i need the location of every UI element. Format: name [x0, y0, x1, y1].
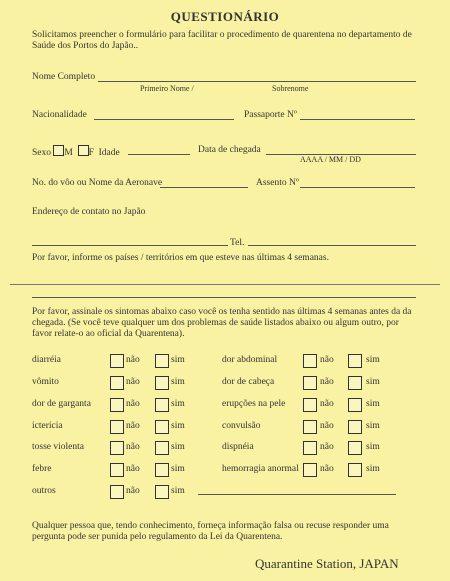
tel-field[interactable]	[248, 245, 416, 246]
no-label: não	[126, 421, 140, 431]
no-label: não	[320, 442, 334, 452]
yes-checkbox[interactable]	[155, 354, 169, 368]
symptom-label: convulsão	[222, 421, 261, 431]
no-label: não	[126, 355, 140, 365]
no-checkbox[interactable]	[110, 485, 124, 499]
tel-label: Tel.	[230, 238, 245, 248]
yes-label: sim	[366, 421, 380, 431]
yes-label: sim	[366, 355, 380, 365]
no-checkbox[interactable]	[110, 376, 124, 390]
yes-label: sim	[171, 355, 185, 365]
no-checkbox[interactable]	[303, 420, 317, 434]
yes-checkbox[interactable]	[155, 485, 169, 499]
symptom-label: tosse violenta	[32, 442, 84, 452]
no-checkbox[interactable]	[110, 398, 124, 412]
flight-field[interactable]	[160, 187, 248, 188]
nationality-label: Nacionalidade	[32, 110, 87, 120]
symptoms-intro: Por favor, assinale os sintomas abaixo caso você os tenha sentido nas últimas 4 semanas antes da da chegada. (Se você teve qualquer um dos problemas de saúde listados abaixo ou algum outro, por favor relate-o ao oficial da Quarentena).	[32, 307, 412, 339]
yes-checkbox[interactable]	[155, 376, 169, 390]
yes-checkbox[interactable]	[348, 441, 362, 455]
age-field[interactable]	[128, 154, 190, 155]
no-checkbox[interactable]	[110, 354, 124, 368]
nationality-field[interactable]	[94, 119, 234, 120]
symptom-label: icterícia	[32, 421, 63, 431]
yes-label: sim	[171, 464, 185, 474]
address-field[interactable]	[32, 245, 228, 246]
countries-label: Por favor, informe os países / territórios em que esteve nas últimas 4 semanas.	[32, 253, 329, 263]
seat-field[interactable]	[300, 187, 415, 188]
symptom-label: febre	[32, 464, 52, 474]
first-name-sublabel: Primeiro Nome /	[140, 84, 194, 93]
yes-label: sim	[171, 486, 185, 496]
female-checkbox[interactable]	[78, 145, 89, 156]
no-label: não	[126, 464, 140, 474]
arrival-label: Data de chegada	[198, 145, 261, 155]
countries-field[interactable]	[32, 297, 416, 298]
yes-checkbox[interactable]	[155, 463, 169, 477]
yes-checkbox[interactable]	[155, 420, 169, 434]
symptom-label: hemorragia anormal	[222, 464, 299, 474]
no-label: não	[320, 399, 334, 409]
no-label: não	[320, 377, 334, 387]
seat-label: Assento Nº	[256, 178, 299, 188]
no-checkbox[interactable]	[303, 398, 317, 412]
passport-field[interactable]	[300, 119, 415, 120]
yes-label: sim	[171, 421, 185, 431]
yes-checkbox[interactable]	[155, 441, 169, 455]
symptom-label: dor abdominal	[222, 355, 278, 365]
passport-label: Passaporte Nº	[244, 110, 297, 120]
station-signature: Quarantine Station, JAPAN	[255, 556, 399, 571]
symptom-label: erupções na pele	[222, 399, 286, 409]
no-checkbox[interactable]	[303, 354, 317, 368]
surname-sublabel: Sobrenome	[272, 84, 309, 93]
age-label: Idade	[98, 148, 120, 158]
no-label: não	[126, 442, 140, 452]
symptom-label: dor de garganta	[32, 399, 91, 409]
no-checkbox[interactable]	[110, 420, 124, 434]
yes-checkbox[interactable]	[348, 420, 362, 434]
yes-checkbox[interactable]	[348, 354, 362, 368]
symptom-label: dor de cabeça	[222, 377, 275, 387]
no-label: não	[320, 464, 334, 474]
yes-label: sim	[366, 442, 380, 452]
address-label: Endereço de contato no Japão	[32, 207, 146, 217]
symptom-label: dispnéia	[222, 442, 254, 452]
yes-label: sim	[171, 399, 185, 409]
yes-label: sim	[171, 377, 185, 387]
female-label: F	[88, 148, 94, 158]
form-title: QUESTIONÁRIO	[170, 9, 280, 24]
section-divider	[10, 284, 440, 285]
yes-label: sim	[366, 464, 380, 474]
flight-label: No. do vôo ou Nome da Aeronave	[32, 178, 163, 188]
other-symptom-field[interactable]	[198, 494, 396, 495]
no-checkbox[interactable]	[303, 441, 317, 455]
symptom-label: diarréia	[32, 355, 62, 365]
yes-label: sim	[366, 399, 380, 409]
no-label: não	[320, 421, 334, 431]
no-label: não	[126, 399, 140, 409]
no-label: não	[126, 377, 140, 387]
no-checkbox[interactable]	[303, 463, 317, 477]
full-name-label: Nome Completo	[32, 72, 96, 82]
legal-warning: Qualquer pessoa que, tendo conhecimento, forneça informação falsa ou recuse responder uma pergunta pode ser punida pelo regulamento da Lei da Quarentena.	[32, 521, 389, 542]
sex-row	[32, 145, 120, 158]
no-checkbox[interactable]	[110, 441, 124, 455]
yes-label: sim	[171, 442, 185, 452]
full-name-field[interactable]	[98, 81, 416, 82]
no-checkbox[interactable]	[110, 463, 124, 477]
male-label: M	[64, 148, 73, 158]
yes-checkbox[interactable]	[155, 398, 169, 412]
yes-checkbox[interactable]	[348, 376, 362, 390]
male-checkbox[interactable]	[53, 145, 64, 156]
no-label: não	[126, 486, 140, 496]
yes-label: sim	[366, 377, 380, 387]
no-label: não	[320, 355, 334, 365]
intro-text: Solicitamos preencher o formulário para facilitar o procedimento de quarentena no departamento de Saúde dos Portos do Japão..	[32, 30, 412, 51]
sex-label: Sexo	[32, 148, 51, 158]
date-format-hint: AAAA / MM / DD	[300, 155, 361, 164]
yes-checkbox[interactable]	[348, 463, 362, 477]
yes-checkbox[interactable]	[348, 398, 362, 412]
no-checkbox[interactable]	[303, 376, 317, 390]
symptom-label: vômito	[32, 377, 59, 387]
symptom-label: outros	[32, 486, 56, 496]
